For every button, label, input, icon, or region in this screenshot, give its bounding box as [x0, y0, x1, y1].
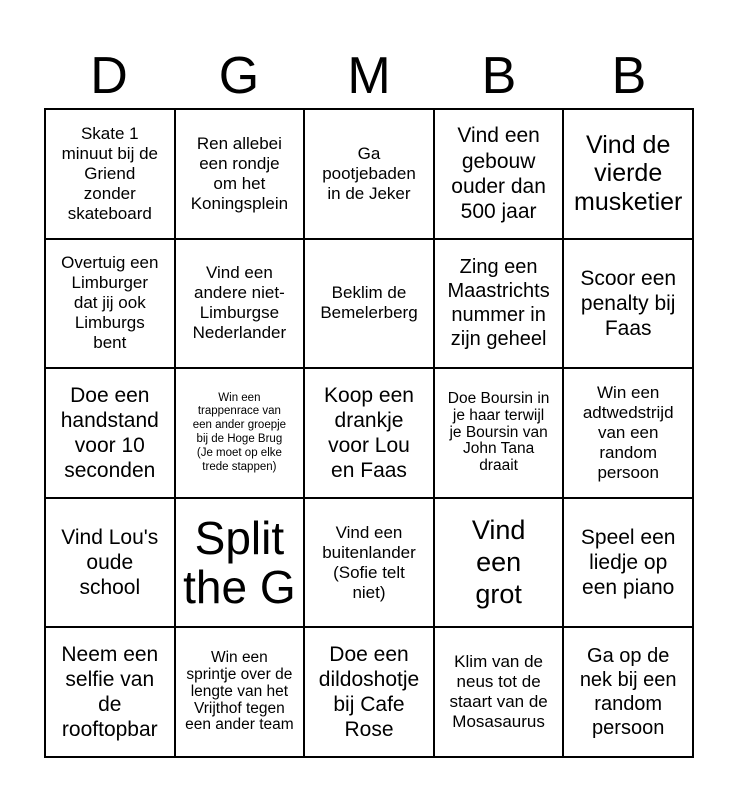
bingo-board	[44, 108, 694, 758]
bingo-cell[interactable]	[175, 627, 305, 757]
bingo-cell[interactable]	[175, 498, 305, 628]
bingo-cell-text: Ga pootjebaden in de Jeker	[322, 143, 416, 203]
bingo-cell-text: Win een sprintje over de lengte van het Vrijthof tegen een ander team	[185, 649, 294, 734]
bingo-cell-text: Scoor een penalty bij Faas	[580, 266, 677, 340]
bingo-cell-text: Neem een selfie van de rooftopbar	[61, 642, 159, 742]
bingo-cell-text: Ga op de nek bij een random persoon	[579, 645, 677, 740]
bingo-cell[interactable]	[434, 368, 564, 498]
bingo-cell-text: Doe een handstand voor 10 seconden	[60, 383, 159, 483]
bingo-cell[interactable]	[175, 109, 305, 239]
header-letter: G	[218, 47, 260, 105]
bingo-cell[interactable]	[175, 239, 305, 369]
bingo-cell-text: Doe Boursin in je haar terwijl je Boursin van John Tana draait	[447, 390, 550, 475]
bingo-cell[interactable]	[304, 109, 434, 239]
header-letter: B	[611, 47, 647, 105]
bingo-cell[interactable]	[434, 498, 564, 628]
bingo-cell[interactable]	[304, 498, 434, 628]
bingo-cell-text: Vind een buitenlander (Sofie telt niet)	[322, 522, 416, 602]
bingo-cell[interactable]	[45, 239, 175, 369]
bingo-cell-text: Zing een Maastrichts nummer in zijn geheel	[447, 256, 550, 351]
bingo-cell-text: Split the G	[183, 512, 296, 613]
bingo-cell[interactable]	[434, 239, 564, 369]
bingo-cell-text: Win een trappenrace van een ander groepje bij de Hoge Brug (Je moet op elke trede stappen)	[192, 391, 287, 473]
bingo-cell[interactable]	[563, 239, 693, 369]
bingo-cell-text: Ren allebei een rondje om het Koningsplein	[190, 133, 289, 213]
bingo-cell-text: Vind Lou's oude school	[61, 525, 159, 600]
header-letter: B	[481, 47, 517, 105]
bingo-cell-text: Doe een dildoshotje bij Cafe Rose	[318, 642, 420, 742]
bingo-header	[44, 44, 694, 108]
bingo-cell[interactable]	[45, 498, 175, 628]
bingo-cell[interactable]	[563, 368, 693, 498]
bingo-cell-text: Speel een liedje op een piano	[580, 525, 676, 600]
bingo-cell-text: Vind een andere niet- Limburgse Nederlander	[192, 263, 287, 343]
bingo-cell[interactable]	[175, 368, 305, 498]
bingo-cell-text: Win een adtwedstrijd van een random persoon	[582, 382, 674, 483]
bingo-cell[interactable]	[563, 498, 693, 628]
bingo-cell[interactable]	[304, 368, 434, 498]
bingo-cell[interactable]	[45, 368, 175, 498]
bingo-cell[interactable]	[304, 239, 434, 369]
bingo-cell-text: Vind een gebouw ouder dan 500 jaar	[451, 124, 546, 223]
bingo-cell-text: Beklim de Bemelerberg	[320, 283, 418, 323]
bingo-cell[interactable]	[563, 109, 693, 239]
bingo-cell[interactable]	[45, 627, 175, 757]
bingo-cell-text: Overtuig een Limburger dat jij ook Limburgs bent	[61, 253, 159, 353]
bingo-cell-text: Vind de vierde musketier	[574, 130, 683, 217]
bingo-cell[interactable]	[434, 627, 564, 757]
bingo-cell[interactable]	[304, 627, 434, 757]
header-letter: D	[90, 47, 128, 105]
bingo-cell-text: Skate 1 minuut bij de Griend zonder skateboard	[61, 123, 158, 223]
bingo-cell-text: Vind een grot	[471, 514, 526, 609]
bingo-cell[interactable]	[563, 627, 693, 757]
bingo-cell[interactable]	[434, 109, 564, 239]
bingo-cell-text: Koop een drankje voor Lou en Faas	[324, 383, 414, 483]
bingo-cell-text: Klim van de neus tot de staart van de Mosasaurus	[449, 652, 548, 732]
bingo-cell[interactable]	[45, 109, 175, 239]
header-letter: M	[347, 47, 391, 105]
